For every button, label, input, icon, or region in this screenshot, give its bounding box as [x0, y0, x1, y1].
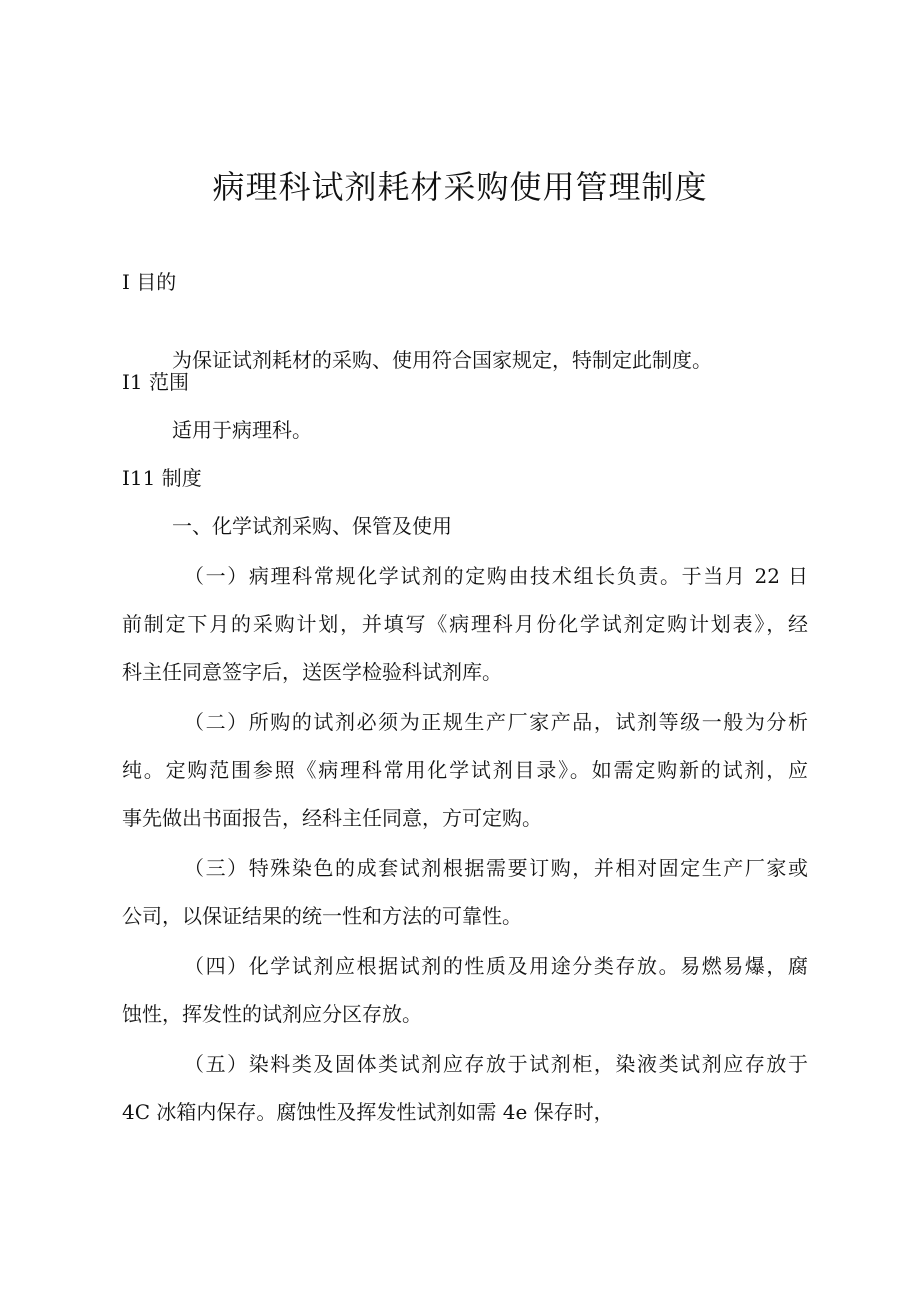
paragraph-3-line-2: 公司，以保证结果的统一性和方法的可靠性。: [122, 904, 522, 928]
section-body-scope: 适用于病理科。: [172, 418, 312, 442]
subsection-title: 一、化学试剂采购、保管及使用: [172, 514, 452, 538]
paragraph-4-line-2: 蚀性，挥发性的试剂应分区存放。: [122, 1002, 422, 1026]
paragraph-2-line-2: 纯。定购范围参照《病理科常用化学试剂目录》。如需定购新的试剂，应: [122, 758, 808, 782]
section-heading-purpose: I 目的: [122, 270, 177, 294]
section-heading-policy: I11 制度: [122, 466, 202, 490]
paragraph-1-line-3: 科主任同意签字后，送医学检验科试剂库。: [122, 660, 502, 684]
paragraph-1-line-1: （一）病理科常规化学试剂的定购由技术组长负责。于当月 22 日: [184, 564, 808, 588]
paragraph-3-line-1: （三）特殊染色的成套试剂根据需要订购，并相对固定生产厂家或: [184, 856, 808, 880]
paragraph-2-line-1: （二）所购的试剂必须为正规生产厂家产品，试剂等级一般为分析: [184, 710, 808, 734]
paragraph-5-line-1: （五）染料类及固体类试剂应存放于试剂柜，染液类试剂应存放于: [184, 1052, 808, 1076]
paragraph-4-line-1: （四）化学试剂应根据试剂的性质及用途分类存放。易燃易爆，腐: [184, 954, 808, 978]
paragraph-1-line-2: 前制定下月的采购计划，并填写《病理科月份化学试剂定购计划表》，经: [122, 612, 808, 636]
paragraph-5-line-2: 4C 冰箱内保存。腐蚀性及挥发性试剂如需 4e 保存时，: [122, 1100, 614, 1124]
section-heading-scope: I1 范围: [122, 370, 189, 394]
section-body-purpose: 为保证试剂耗材的采购、使用符合国家规定，特制定此制度。: [172, 348, 712, 372]
document-title: 病理科试剂耗材采购使用管理制度: [212, 168, 708, 206]
paragraph-2-line-3: 事先做出书面报告，经科主任同意，方可定购。: [122, 806, 542, 830]
